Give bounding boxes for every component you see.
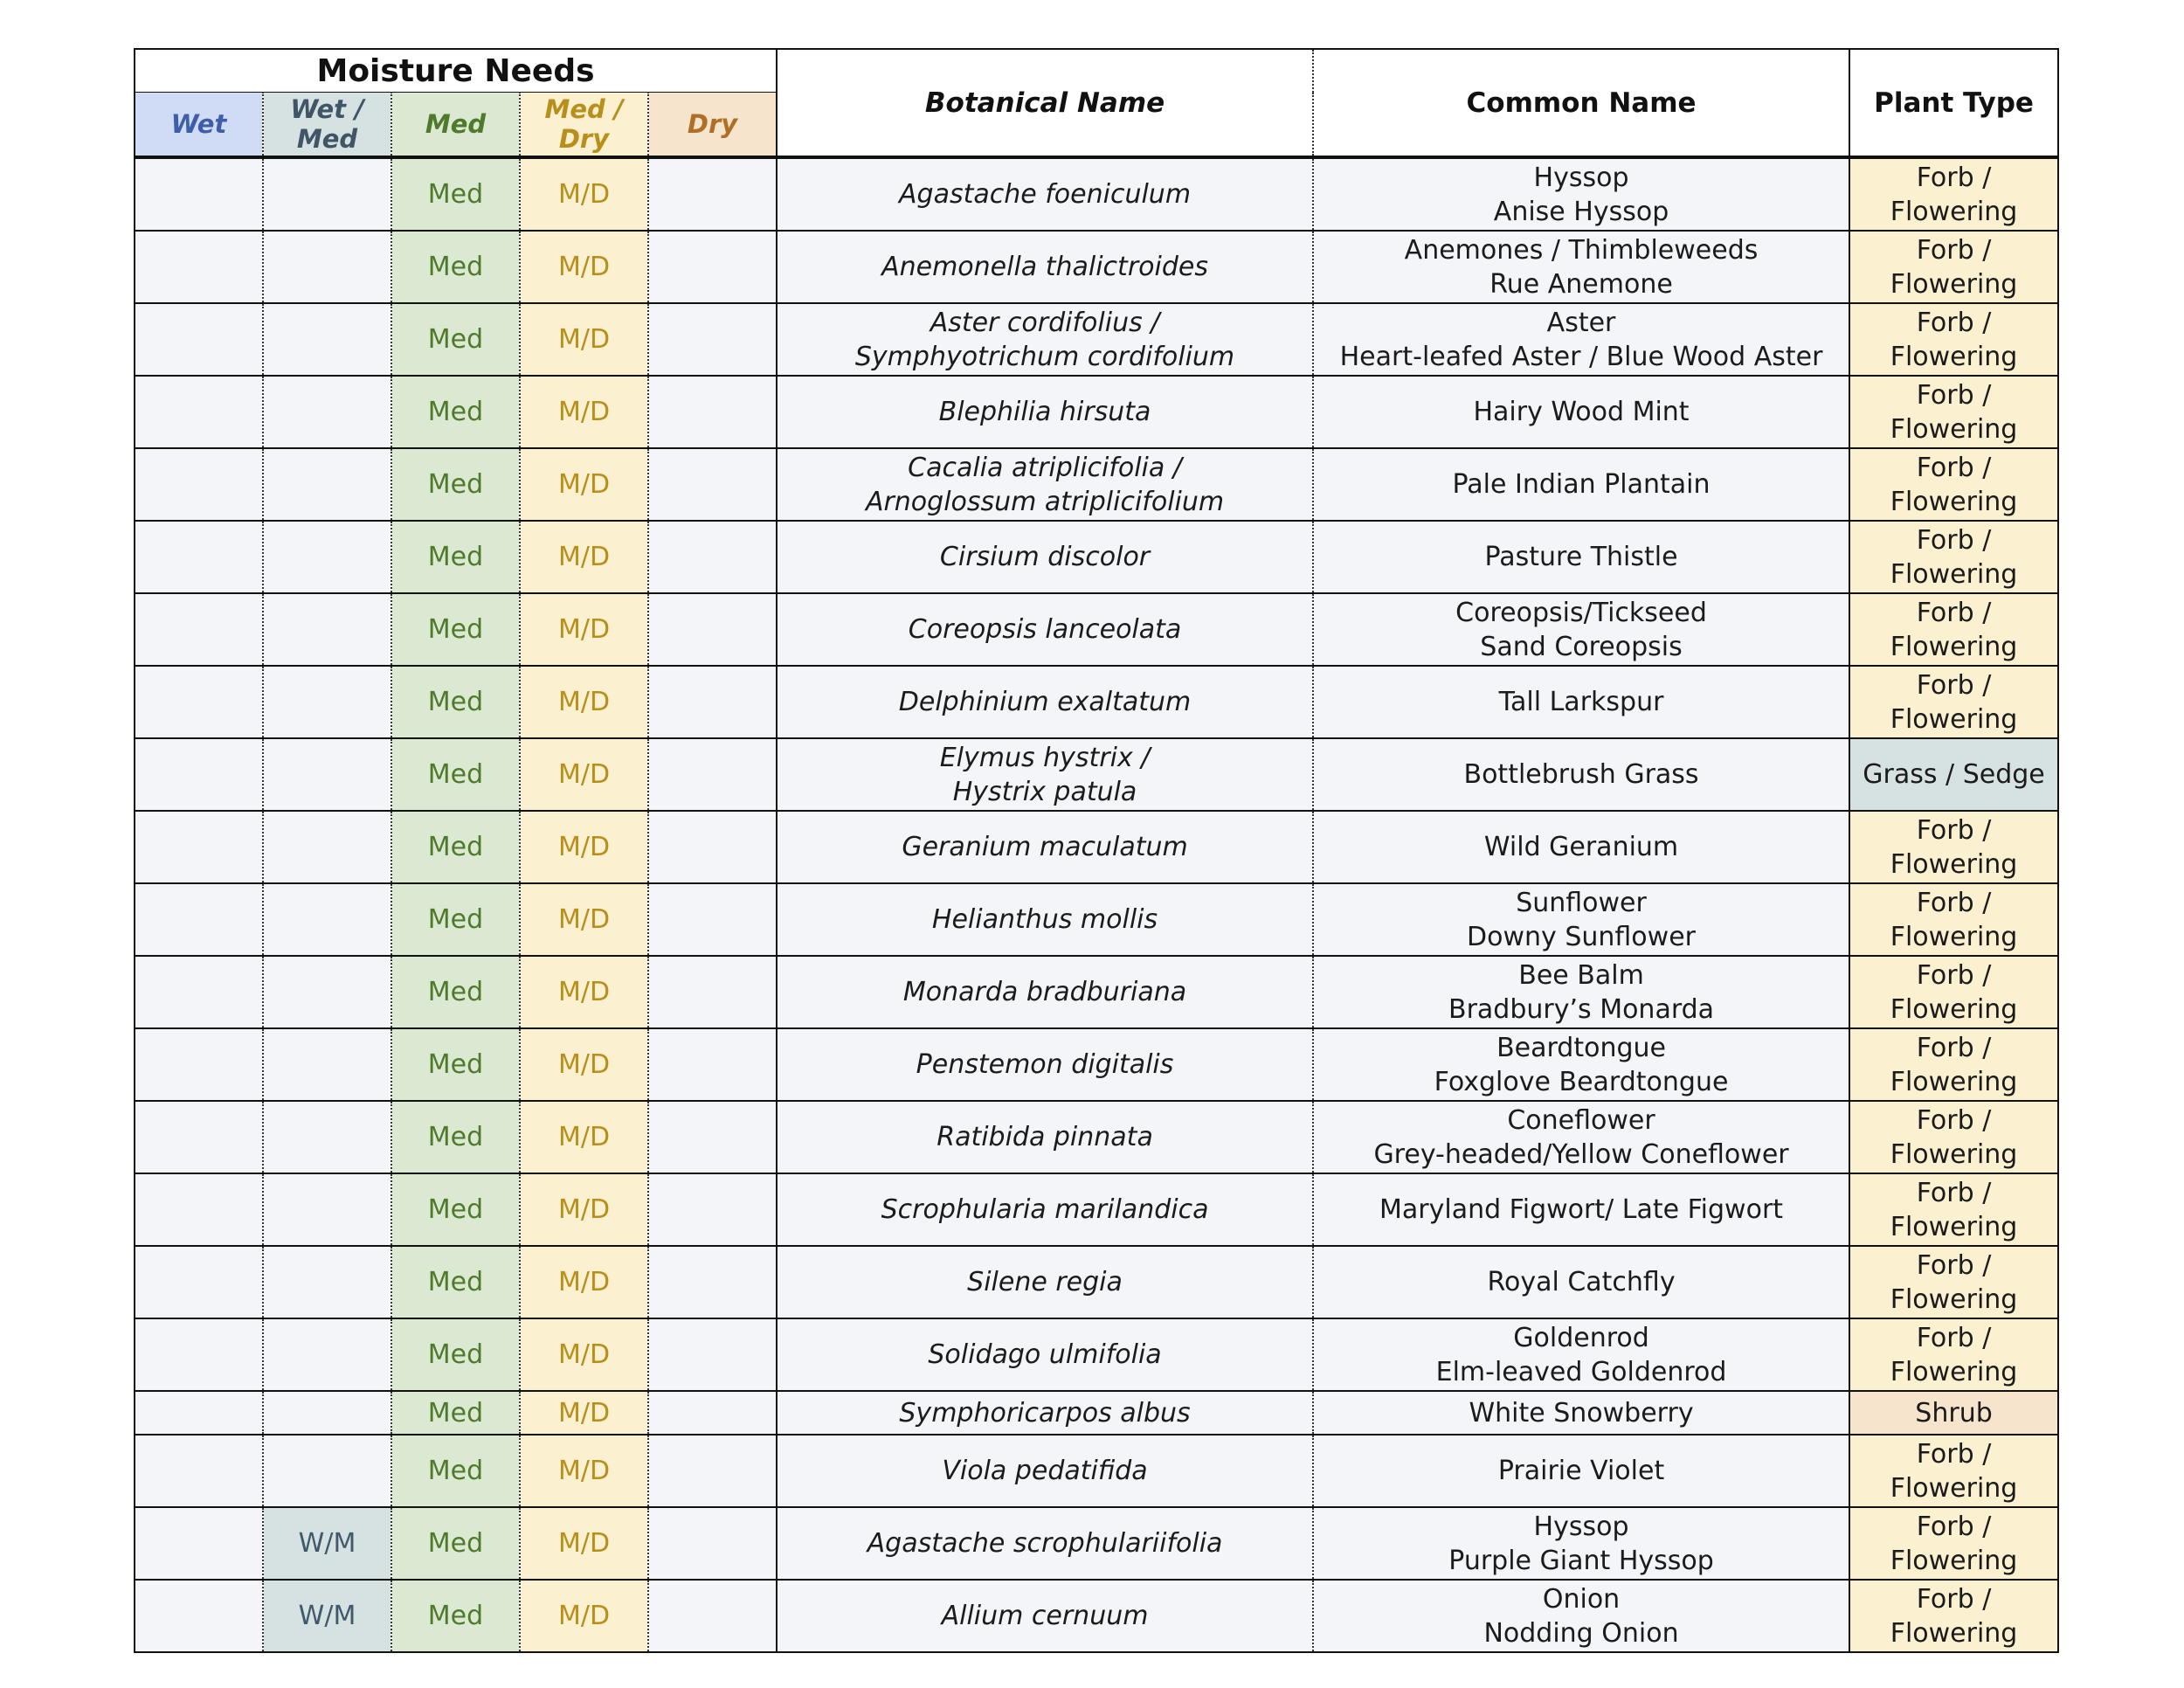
botanical-name-cell: Coreopsis lanceolata bbox=[777, 593, 1313, 666]
plant-type-cell: Forb / Flowering bbox=[1849, 303, 2058, 376]
moisture-cell-med-dry: M/D bbox=[520, 231, 648, 303]
common-name-header: Common Name bbox=[1313, 49, 1849, 157]
common-name-cell: Prairie Violet bbox=[1313, 1435, 1849, 1507]
moisture-cell-med: Med bbox=[391, 1435, 520, 1507]
table-row bbox=[135, 1028, 2058, 1101]
moisture-cell-wet-med bbox=[263, 1435, 391, 1507]
moisture-col-med-dry: Med / Dry bbox=[520, 93, 648, 158]
common-name-cell: Sunflower Downy Sunflower bbox=[1313, 883, 1849, 956]
moisture-cell-med: Med bbox=[391, 376, 520, 448]
table-row bbox=[135, 376, 2058, 448]
table-row bbox=[135, 1435, 2058, 1507]
moisture-cell-med-dry: M/D bbox=[520, 1173, 648, 1246]
plant-type-cell: Forb / Flowering bbox=[1849, 231, 2058, 303]
moisture-cell-med-dry: M/D bbox=[520, 1028, 648, 1101]
plant-type-cell: Forb / Flowering bbox=[1849, 1028, 2058, 1101]
table-row bbox=[135, 448, 2058, 521]
moisture-cell-dry bbox=[648, 1246, 777, 1318]
moisture-cell-med-dry: M/D bbox=[520, 1435, 648, 1507]
moisture-cell-med-dry: M/D bbox=[520, 448, 648, 521]
moisture-cell-dry bbox=[648, 956, 777, 1028]
moisture-cell-dry bbox=[648, 1173, 777, 1246]
moisture-cell-wet-med bbox=[263, 376, 391, 448]
table-row bbox=[135, 521, 2058, 593]
moisture-cell-wet bbox=[135, 956, 263, 1028]
table-row bbox=[135, 1173, 2058, 1246]
botanical-name-cell: Blephilia hirsuta bbox=[777, 376, 1313, 448]
plant-type-cell: Forb / Flowering bbox=[1849, 956, 2058, 1028]
common-name-cell: Tall Larkspur bbox=[1313, 666, 1849, 738]
moisture-cell-med-dry: M/D bbox=[520, 1246, 648, 1318]
moisture-cell-med: Med bbox=[391, 1246, 520, 1318]
botanical-name-cell: Solidago ulmifolia bbox=[777, 1318, 1313, 1391]
plant-table bbox=[134, 48, 2059, 1653]
moisture-cell-wet bbox=[135, 1318, 263, 1391]
moisture-cell-med: Med bbox=[391, 1580, 520, 1652]
moisture-cell-wet bbox=[135, 666, 263, 738]
moisture-cell-med-dry: M/D bbox=[520, 883, 648, 956]
common-name-cell: Bee Balm Bradbury’s Monarda bbox=[1313, 956, 1849, 1028]
moisture-col-med: Med bbox=[391, 93, 520, 158]
common-name-cell: Goldenrod Elm-leaved Goldenrod bbox=[1313, 1318, 1849, 1391]
moisture-cell-med: Med bbox=[391, 883, 520, 956]
table-row bbox=[135, 1318, 2058, 1391]
moisture-col-wet: Wet bbox=[135, 93, 263, 158]
table-row bbox=[135, 1507, 2058, 1580]
moisture-cell-dry bbox=[648, 231, 777, 303]
plant-type-cell: Forb / Flowering bbox=[1849, 1173, 2058, 1246]
table-row bbox=[135, 811, 2058, 883]
moisture-cell-wet-med bbox=[263, 738, 391, 811]
common-name-cell: Coreopsis/Tickseed Sand Coreopsis bbox=[1313, 593, 1849, 666]
moisture-cell-wet-med bbox=[263, 1246, 391, 1318]
moisture-cell-med-dry: M/D bbox=[520, 1391, 648, 1435]
botanical-name-cell: Allium cernuum bbox=[777, 1580, 1313, 1652]
moisture-needs-title: Moisture Needs bbox=[135, 49, 777, 93]
moisture-cell-dry bbox=[648, 883, 777, 956]
moisture-cell-dry bbox=[648, 448, 777, 521]
moisture-cell-wet-med: W/M bbox=[263, 1580, 391, 1652]
moisture-cell-dry bbox=[648, 1507, 777, 1580]
moisture-cell-med: Med bbox=[391, 303, 520, 376]
plant-type-cell: Forb / Flowering bbox=[1849, 521, 2058, 593]
moisture-cell-dry bbox=[648, 1101, 777, 1173]
plant-type-cell: Forb / Flowering bbox=[1849, 811, 2058, 883]
botanical-name-cell: Scrophularia marilandica bbox=[777, 1173, 1313, 1246]
table-row bbox=[135, 157, 2058, 231]
moisture-cell-med: Med bbox=[391, 1318, 520, 1391]
moisture-cell-dry bbox=[648, 1391, 777, 1435]
table-row bbox=[135, 1391, 2058, 1435]
moisture-cell-wet bbox=[135, 303, 263, 376]
moisture-cell-wet bbox=[135, 1246, 263, 1318]
moisture-cell-wet bbox=[135, 738, 263, 811]
botanical-name-cell: Anemonella thalictroides bbox=[777, 231, 1313, 303]
plant-type-cell: Forb / Flowering bbox=[1849, 1101, 2058, 1173]
moisture-cell-wet bbox=[135, 448, 263, 521]
moisture-cell-wet-med bbox=[263, 448, 391, 521]
plant-type-cell: Forb / Flowering bbox=[1849, 1246, 2058, 1318]
plant-type-cell: Forb / Flowering bbox=[1849, 883, 2058, 956]
plant-type-header: Plant Type bbox=[1849, 49, 2058, 157]
moisture-cell-wet bbox=[135, 1173, 263, 1246]
moisture-cell-med-dry: M/D bbox=[520, 1580, 648, 1652]
moisture-cell-med: Med bbox=[391, 157, 520, 231]
moisture-cell-wet-med bbox=[263, 883, 391, 956]
botanical-name-cell: Ratibida pinnata bbox=[777, 1101, 1313, 1173]
botanical-name-header: Botanical Name bbox=[777, 49, 1313, 157]
common-name-cell: Bottlebrush Grass bbox=[1313, 738, 1849, 811]
table-row bbox=[135, 593, 2058, 666]
moisture-cell-wet-med bbox=[263, 811, 391, 883]
moisture-cell-med-dry: M/D bbox=[520, 811, 648, 883]
moisture-cell-wet-med bbox=[263, 1173, 391, 1246]
moisture-cell-med: Med bbox=[391, 738, 520, 811]
plant-type-cell: Grass / Sedge bbox=[1849, 738, 2058, 811]
moisture-cell-wet-med bbox=[263, 231, 391, 303]
moisture-cell-wet bbox=[135, 1435, 263, 1507]
moisture-cell-wet bbox=[135, 231, 263, 303]
moisture-cell-dry bbox=[648, 666, 777, 738]
moisture-cell-wet-med: W/M bbox=[263, 1507, 391, 1580]
moisture-cell-dry bbox=[648, 811, 777, 883]
moisture-cell-wet bbox=[135, 1580, 263, 1652]
moisture-cell-wet-med bbox=[263, 593, 391, 666]
common-name-cell: Anemones / Thimbleweeds Rue Anemone bbox=[1313, 231, 1849, 303]
moisture-cell-dry bbox=[648, 376, 777, 448]
plant-type-cell: Forb / Flowering bbox=[1849, 666, 2058, 738]
moisture-cell-dry bbox=[648, 1028, 777, 1101]
moisture-cell-med: Med bbox=[391, 448, 520, 521]
moisture-cell-med-dry: M/D bbox=[520, 521, 648, 593]
botanical-name-cell: Aster cordifolius / Symphyotrichum cordifolium bbox=[777, 303, 1313, 376]
moisture-cell-med: Med bbox=[391, 1028, 520, 1101]
moisture-col-wet-med: Wet / Med bbox=[263, 93, 391, 158]
moisture-cell-med-dry: M/D bbox=[520, 956, 648, 1028]
moisture-cell-dry bbox=[648, 521, 777, 593]
moisture-cell-wet bbox=[135, 1028, 263, 1101]
moisture-cell-wet bbox=[135, 157, 263, 231]
common-name-cell: White Snowberry bbox=[1313, 1391, 1849, 1435]
moisture-cell-med-dry: M/D bbox=[520, 303, 648, 376]
plant-type-cell: Forb / Flowering bbox=[1849, 376, 2058, 448]
plant-type-cell: Forb / Flowering bbox=[1849, 1580, 2058, 1652]
moisture-cell-med: Med bbox=[391, 811, 520, 883]
common-name-cell: Onion Nodding Onion bbox=[1313, 1580, 1849, 1652]
table-row bbox=[135, 303, 2058, 376]
botanical-name-cell: Agastache scrophulariifolia bbox=[777, 1507, 1313, 1580]
common-name-cell: Coneflower Grey-headed/Yellow Coneflower bbox=[1313, 1101, 1849, 1173]
moisture-cell-wet-med bbox=[263, 1028, 391, 1101]
moisture-cell-med: Med bbox=[391, 521, 520, 593]
botanical-name-cell: Monarda bradburiana bbox=[777, 956, 1313, 1028]
moisture-cell-med: Med bbox=[391, 1507, 520, 1580]
moisture-cell-med-dry: M/D bbox=[520, 1507, 648, 1580]
moisture-cell-dry bbox=[648, 157, 777, 231]
common-name-cell: Hairy Wood Mint bbox=[1313, 376, 1849, 448]
common-name-cell: Royal Catchfly bbox=[1313, 1246, 1849, 1318]
plant-type-cell: Forb / Flowering bbox=[1849, 593, 2058, 666]
table-row bbox=[135, 956, 2058, 1028]
plant-type-cell: Forb / Flowering bbox=[1849, 448, 2058, 521]
common-name-cell: Hyssop Purple Giant Hyssop bbox=[1313, 1507, 1849, 1580]
plant-type-cell: Forb / Flowering bbox=[1849, 1318, 2058, 1391]
moisture-cell-wet-med bbox=[263, 1318, 391, 1391]
table-row bbox=[135, 738, 2058, 811]
common-name-cell: Aster Heart-leafed Aster / Blue Wood Aster bbox=[1313, 303, 1849, 376]
botanical-name-cell: Elymus hystrix / Hystrix patula bbox=[777, 738, 1313, 811]
table-row bbox=[135, 231, 2058, 303]
moisture-cell-wet-med bbox=[263, 1391, 391, 1435]
moisture-cell-med: Med bbox=[391, 1173, 520, 1246]
moisture-cell-med-dry: M/D bbox=[520, 1101, 648, 1173]
moisture-cell-med: Med bbox=[391, 593, 520, 666]
common-name-cell: Maryland Figwort/ Late Figwort bbox=[1313, 1173, 1849, 1246]
botanical-name-cell: Symphoricarpos albus bbox=[777, 1391, 1313, 1435]
moisture-cell-wet bbox=[135, 811, 263, 883]
moisture-cell-wet bbox=[135, 521, 263, 593]
moisture-cell-med-dry: M/D bbox=[520, 593, 648, 666]
common-name-cell: Pasture Thistle bbox=[1313, 521, 1849, 593]
moisture-cell-wet-med bbox=[263, 521, 391, 593]
common-name-cell: Hyssop Anise Hyssop bbox=[1313, 157, 1849, 231]
moisture-cell-wet-med bbox=[263, 1101, 391, 1173]
moisture-cell-dry bbox=[648, 1580, 777, 1652]
moisture-cell-wet-med bbox=[263, 956, 391, 1028]
moisture-cell-med: Med bbox=[391, 666, 520, 738]
plant-type-cell: Forb / Flowering bbox=[1849, 157, 2058, 231]
botanical-name-cell: Cirsium discolor bbox=[777, 521, 1313, 593]
moisture-cell-med-dry: M/D bbox=[520, 666, 648, 738]
botanical-name-cell: Geranium maculatum bbox=[777, 811, 1313, 883]
table-row bbox=[135, 1246, 2058, 1318]
moisture-cell-wet bbox=[135, 883, 263, 956]
moisture-cell-dry bbox=[648, 1435, 777, 1507]
moisture-cell-wet-med bbox=[263, 303, 391, 376]
plant-type-cell: Forb / Flowering bbox=[1849, 1507, 2058, 1580]
botanical-name-cell: Silene regia bbox=[777, 1246, 1313, 1318]
botanical-name-cell: Agastache foeniculum bbox=[777, 157, 1313, 231]
moisture-cell-wet bbox=[135, 1391, 263, 1435]
botanical-name-cell: Delphinium exaltatum bbox=[777, 666, 1313, 738]
moisture-cell-wet bbox=[135, 1101, 263, 1173]
moisture-cell-med-dry: M/D bbox=[520, 376, 648, 448]
common-name-cell: Beardtongue Foxglove Beardtongue bbox=[1313, 1028, 1849, 1101]
common-name-cell: Wild Geranium bbox=[1313, 811, 1849, 883]
moisture-cell-dry bbox=[648, 593, 777, 666]
moisture-cell-med: Med bbox=[391, 956, 520, 1028]
moisture-cell-med-dry: M/D bbox=[520, 738, 648, 811]
botanical-name-cell: Helianthus mollis bbox=[777, 883, 1313, 956]
moisture-cell-dry bbox=[648, 1318, 777, 1391]
common-name-cell: Pale Indian Plantain bbox=[1313, 448, 1849, 521]
plant-type-cell: Forb / Flowering bbox=[1849, 1435, 2058, 1507]
botanical-name-cell: Penstemon digitalis bbox=[777, 1028, 1313, 1101]
table-row bbox=[135, 883, 2058, 956]
table-row bbox=[135, 1580, 2058, 1652]
botanical-name-cell: Viola pedatifida bbox=[777, 1435, 1313, 1507]
moisture-cell-wet bbox=[135, 376, 263, 448]
moisture-cell-med: Med bbox=[391, 1391, 520, 1435]
plant-type-cell: Shrub bbox=[1849, 1391, 2058, 1435]
botanical-name-cell: Cacalia atriplicifolia / Arnoglossum atriplicifolium bbox=[777, 448, 1313, 521]
moisture-cell-med-dry: M/D bbox=[520, 157, 648, 231]
moisture-cell-med: Med bbox=[391, 231, 520, 303]
moisture-cell-wet-med bbox=[263, 666, 391, 738]
moisture-cell-wet bbox=[135, 593, 263, 666]
moisture-col-dry: Dry bbox=[648, 93, 777, 158]
moisture-cell-wet-med bbox=[263, 157, 391, 231]
table-row bbox=[135, 1101, 2058, 1173]
moisture-cell-med-dry: M/D bbox=[520, 1318, 648, 1391]
moisture-cell-wet bbox=[135, 1507, 263, 1580]
moisture-cell-med: Med bbox=[391, 1101, 520, 1173]
moisture-cell-dry bbox=[648, 738, 777, 811]
moisture-cell-dry bbox=[648, 303, 777, 376]
table-row bbox=[135, 666, 2058, 738]
